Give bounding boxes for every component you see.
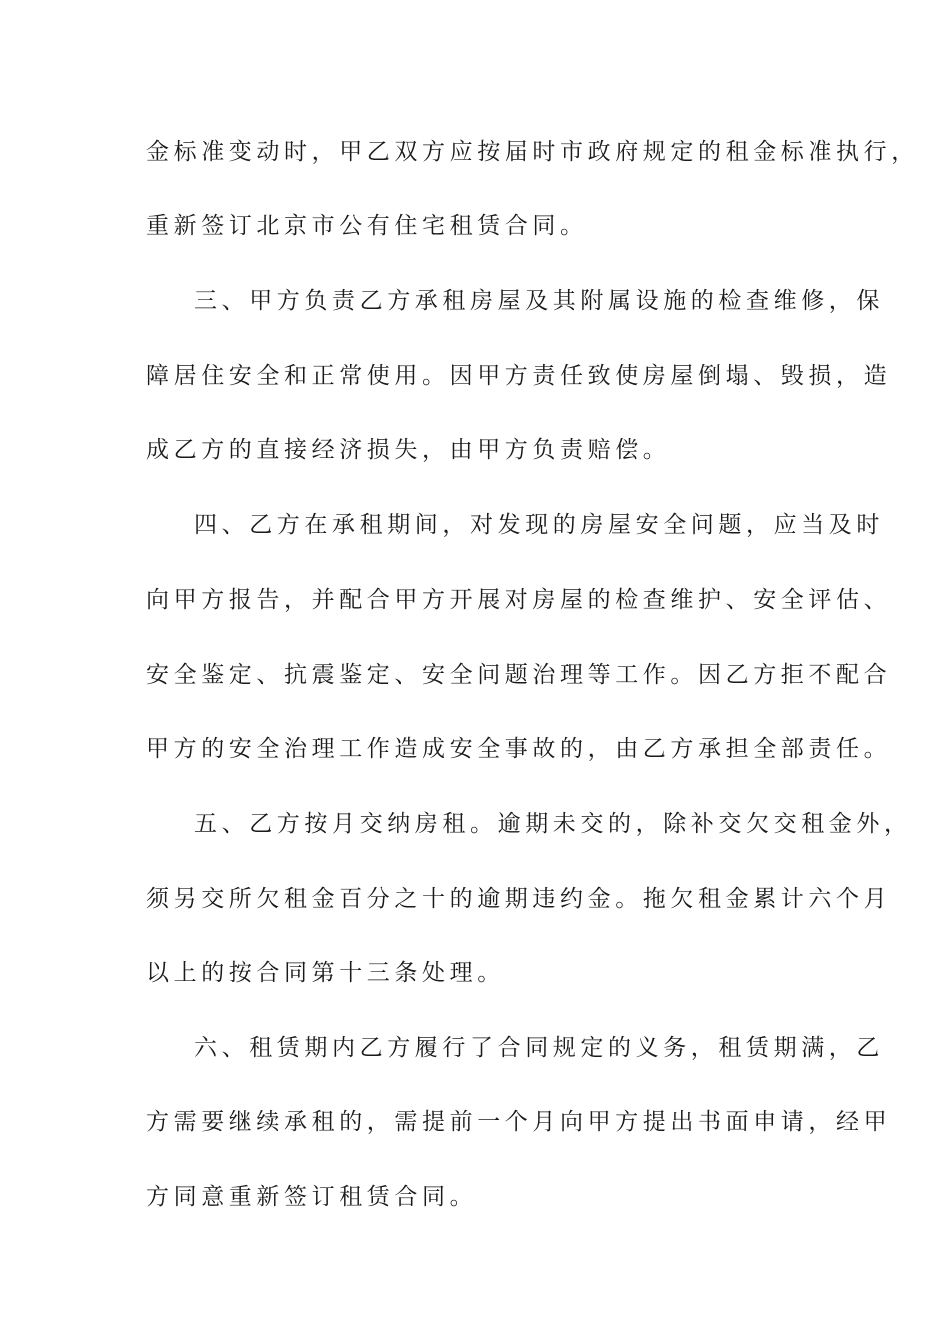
paragraph-line: 金标准变动时，甲乙双方应按届时市政府规定的租金标准执行， [146,139,919,165]
paragraph-line: 障居住安全和正常使用。因甲方责任致使房屋倒塌、毁损，造 [146,363,892,389]
paragraph-line: 成乙方的直接经济损失，由甲方负责赔偿。 [146,437,671,463]
paragraph-line: 向甲方报告，并配合甲方开展对房屋的检查维护、安全评估、 [146,587,892,613]
paragraph-line: 四、乙方在承租期间，对发现的房屋安全问题，应当及时 [194,512,884,538]
paragraph-line: 以上的按合同第十三条处理。 [146,960,505,986]
paragraph-line: 安全鉴定、抗震鉴定、安全问题治理等工作。因乙方拒不配合 [146,662,892,688]
paragraph-line: 三、甲方负责乙方承租房屋及其附属设施的检查维修，保 [194,288,884,314]
paragraph-line: 方同意重新签订租赁合同。 [146,1184,478,1210]
paragraph-line: 五、乙方按月交纳房租。逾期未交的，除补交欠交租金外， [194,811,912,837]
paragraph-line: 须另交所欠租金百分之十的逾期违约金。拖欠租金累计六个月 [146,886,892,912]
paragraph-line: 六、租赁期内乙方履行了合同规定的义务，租赁期满，乙 [194,1035,884,1061]
paragraph-line: 方需要继续承租的，需提前一个月向甲方提出书面申请，经甲 [146,1109,892,1135]
paragraph-line: 重新签订北京市公有住宅租赁合同。 [146,213,588,239]
paragraph-line: 甲方的安全治理工作造成安全事故的，由乙方承担全部责任。 [146,736,892,762]
